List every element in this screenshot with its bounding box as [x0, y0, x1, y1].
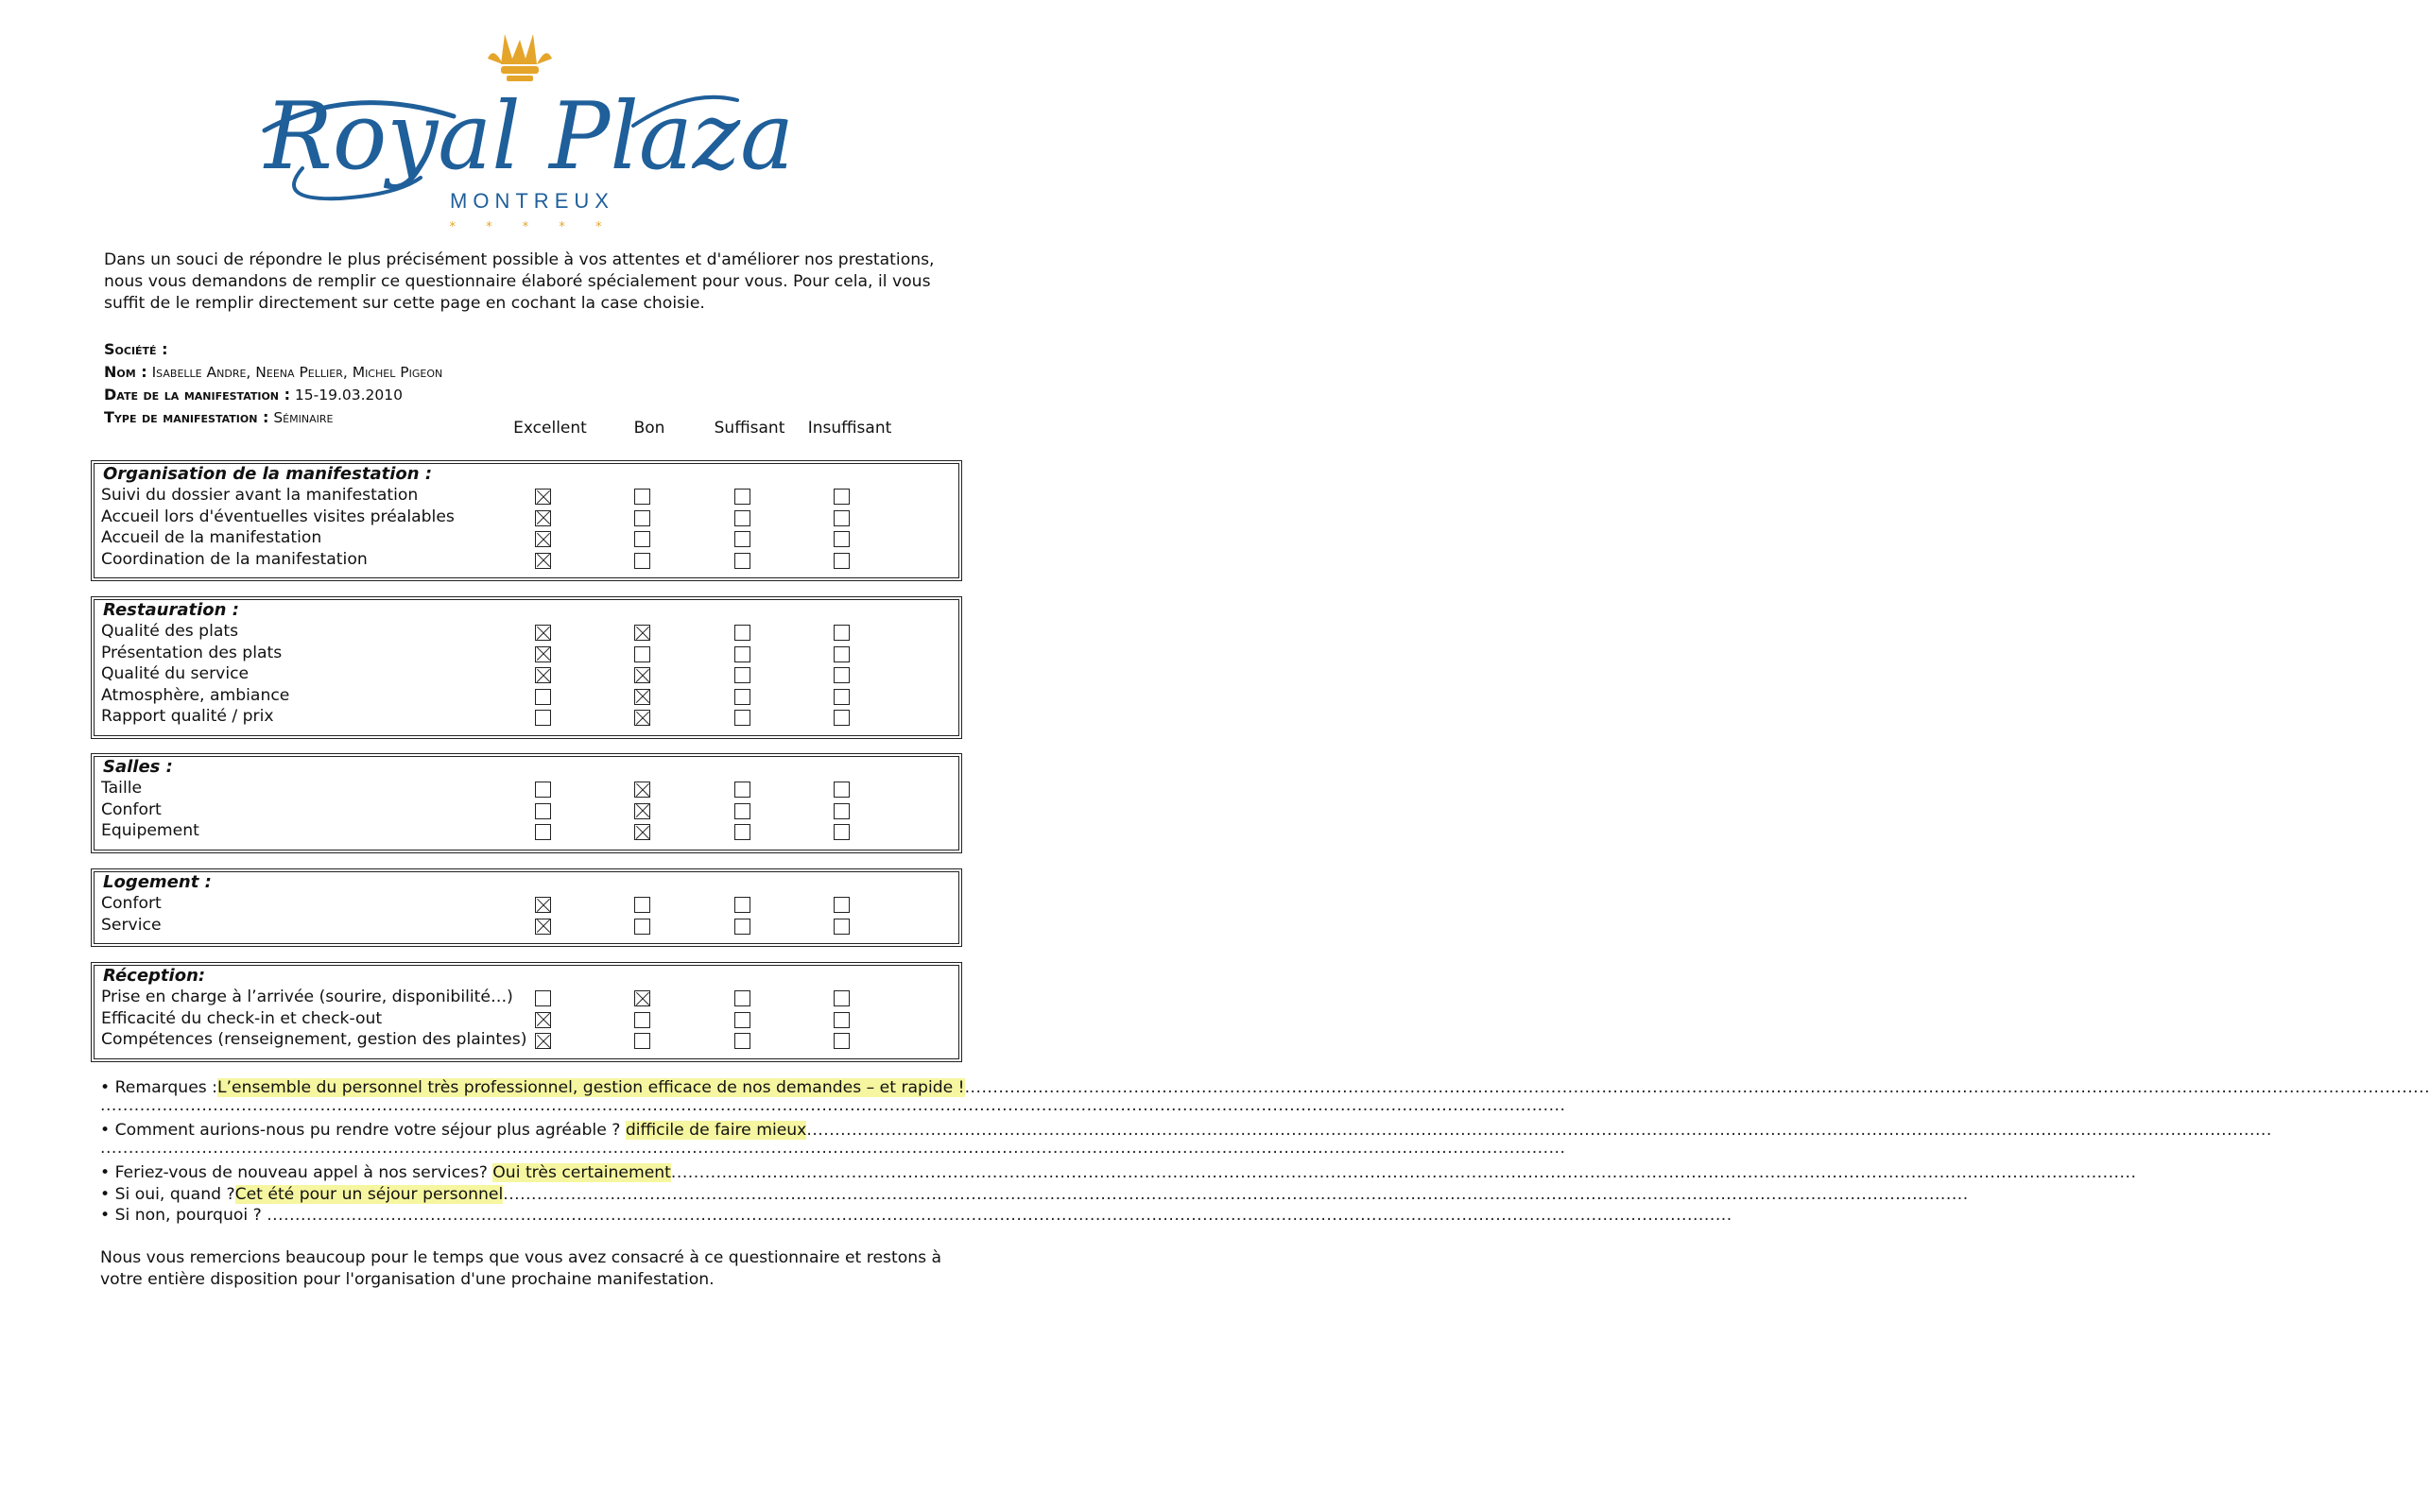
- checkbox-suffisant[interactable]: [734, 531, 750, 547]
- criterion-label: Service: [101, 915, 162, 935]
- checkbox-excellent[interactable]: [535, 919, 551, 935]
- section-title: Réception:: [103, 966, 206, 986]
- criterion-label: Qualité du service: [101, 664, 250, 684]
- checkbox-insuffisant[interactable]: [834, 782, 850, 798]
- checkbox-suffisant[interactable]: [734, 489, 750, 505]
- checkbox-bon[interactable]: [634, 489, 650, 505]
- question-answer[interactable]: L’ensemble du personnel très professionnel, gestion efficace de nos demandes – et rapide !: [216, 1078, 965, 1097]
- checkbox-suffisant[interactable]: [734, 919, 750, 935]
- checkbox-insuffisant[interactable]: [834, 510, 850, 526]
- checkbox-excellent[interactable]: [535, 1012, 551, 1028]
- checkbox-excellent[interactable]: [535, 824, 551, 840]
- info-societe-label: Société :: [104, 340, 168, 358]
- answer-dotted-line: ....................................................................................................................................................................................................................................................................: [267, 1206, 1732, 1225]
- criterion-label: Rapport qualité / prix: [101, 707, 274, 727]
- checkbox-suffisant[interactable]: [734, 824, 750, 840]
- criterion-label: Accueil de la manifestation: [101, 528, 322, 548]
- info-nom: [104, 361, 442, 384]
- criterion-label: Suivi du dossier avant la manifestation: [101, 486, 419, 505]
- checkbox-excellent[interactable]: [535, 990, 551, 1006]
- criterion-label: Coordination de la manifestation: [101, 549, 368, 569]
- criterion-label: Prise en charge à l’arrivée (sourire, disponibilité…): [101, 988, 513, 1006]
- logo-script-text: Royal Plaza: [263, 83, 794, 191]
- checkbox-bon[interactable]: [634, 689, 650, 705]
- answer-dotted-line: ....................................................................................................................................................................................................................................................................: [100, 1095, 1566, 1115]
- checkbox-bon[interactable]: [634, 510, 650, 526]
- checkbox-excellent[interactable]: [535, 553, 551, 569]
- info-date-label: Date de la manifestation :: [104, 386, 290, 404]
- event-info: [104, 338, 442, 429]
- section-title: Restauration :: [103, 600, 239, 620]
- checkbox-insuffisant[interactable]: [834, 689, 850, 705]
- section-1: [91, 596, 962, 739]
- criterion-label: Compétences (renseignement, gestion des plaintes): [101, 1030, 527, 1050]
- royal-plaza-logo: [236, 26, 841, 244]
- checkbox-suffisant[interactable]: [734, 782, 750, 798]
- question-prompt: • Comment aurions-nous pu rendre votre séjour plus agréable ?: [100, 1121, 626, 1140]
- answer-dotted-line: ....................................................................................................................................................................................................................................................................: [503, 1184, 1969, 1204]
- checkbox-excellent[interactable]: [535, 689, 551, 705]
- checkbox-suffisant[interactable]: [734, 625, 750, 641]
- checkbox-suffisant[interactable]: [734, 667, 750, 683]
- checkbox-insuffisant[interactable]: [834, 897, 850, 913]
- criterion-label: Confort: [101, 799, 162, 819]
- info-nom-value: Isabelle Andre, Neena Pellier, Michel Pigeon: [151, 364, 443, 381]
- checkbox-insuffisant[interactable]: [834, 667, 850, 683]
- checkbox-insuffisant[interactable]: [834, 710, 850, 726]
- checkbox-excellent[interactable]: [535, 531, 551, 547]
- checkbox-insuffisant[interactable]: [834, 489, 850, 505]
- checkbox-insuffisant[interactable]: [834, 553, 850, 569]
- checkbox-insuffisant[interactable]: [834, 824, 850, 840]
- checkbox-suffisant[interactable]: [734, 553, 750, 569]
- checkbox-bon[interactable]: [634, 646, 650, 662]
- column-header-insuffisant: Insuffisant: [807, 419, 892, 438]
- info-date: [104, 384, 442, 406]
- column-header-excellent: Excellent: [513, 419, 587, 438]
- criterion-label: Accueil lors d'éventuelles visites préalables: [101, 507, 455, 526]
- info-type-label: Type de manifestation :: [104, 408, 269, 426]
- checkbox-bon[interactable]: [634, 990, 650, 1006]
- checkbox-bon[interactable]: [634, 824, 650, 840]
- logo-stars: * * * * *: [449, 220, 615, 234]
- criterion-label: Atmosphère, ambiance: [101, 685, 290, 705]
- question-4: [100, 1205, 1732, 1226]
- checkbox-excellent[interactable]: [535, 897, 551, 913]
- info-type: [104, 406, 442, 429]
- checkbox-excellent[interactable]: [535, 667, 551, 683]
- checkbox-insuffisant[interactable]: [834, 1033, 850, 1049]
- checkbox-insuffisant[interactable]: [834, 646, 850, 662]
- answer-dotted-line: ....................................................................................................................................................................................................................................................................: [670, 1163, 2137, 1182]
- intro-text: Dans un souci de répondre le plus précisément possible à vos attentes et d'améliorer nos prestations, nous vous demandons de remplir ce questionnaire élaboré spécialement pour vous. Pour cela, il vous suffit de le remplir directement sur cette page en cochant la case choisie.: [104, 250, 935, 313]
- checkbox-suffisant[interactable]: [734, 646, 750, 662]
- checkbox-excellent[interactable]: [535, 1033, 551, 1049]
- crown-icon: [488, 34, 552, 81]
- info-type-value: Séminaire: [273, 409, 334, 426]
- checkbox-suffisant[interactable]: [734, 689, 750, 705]
- checkbox-insuffisant[interactable]: [834, 625, 850, 641]
- checkbox-bon[interactable]: [634, 531, 650, 547]
- checkbox-excellent[interactable]: [535, 710, 551, 726]
- outro-text: Nous vous remercions beaucoup pour le temps que vous avez consacré à ce questionnaire et restons à votre entière disposition pour l'organisation d'une prochaine manifestation.: [100, 1248, 942, 1289]
- checkbox-suffisant[interactable]: [734, 1033, 750, 1049]
- answer-dotted-line: ....................................................................................................................................................................................................................................................................: [806, 1121, 2272, 1140]
- checkbox-excellent[interactable]: [535, 625, 551, 641]
- question-answer[interactable]: Oui très certainement: [492, 1163, 671, 1182]
- section-title: Salles :: [103, 757, 173, 777]
- checkbox-insuffisant[interactable]: [834, 1012, 850, 1028]
- checkbox-bon[interactable]: [634, 1012, 650, 1028]
- checkbox-excellent[interactable]: [535, 510, 551, 526]
- question-answer[interactable]: difficile de faire mieux: [625, 1121, 807, 1140]
- checkbox-bon[interactable]: [634, 710, 650, 726]
- criterion-label: Confort: [101, 894, 162, 913]
- criterion-label: Présentation des plats: [101, 643, 283, 662]
- checkbox-excellent[interactable]: [535, 489, 551, 505]
- checkbox-insuffisant[interactable]: [834, 919, 850, 935]
- column-header-bon: Bon: [633, 419, 665, 438]
- checkbox-bon[interactable]: [634, 803, 650, 819]
- info-societe: [104, 338, 442, 361]
- checkbox-bon[interactable]: [634, 782, 650, 798]
- checkbox-bon[interactable]: [634, 919, 650, 935]
- column-header-suffisant: Suffisant: [714, 419, 785, 438]
- logo-city: MONTREUX: [450, 189, 614, 213]
- criterion-label: Efficacité du check-in et check-out: [101, 1008, 383, 1028]
- checkbox-excellent[interactable]: [535, 782, 551, 798]
- checkbox-insuffisant[interactable]: [834, 531, 850, 547]
- checkbox-insuffisant[interactable]: [834, 990, 850, 1006]
- section-0: [91, 460, 962, 581]
- checkbox-bon[interactable]: [634, 667, 650, 683]
- section-2: [91, 753, 962, 853]
- info-date-value: 15-19.03.2010: [294, 387, 403, 404]
- criterion-label: Taille: [101, 779, 143, 798]
- answer-dotted-line: ....................................................................................................................................................................................................................................................................: [964, 1078, 2430, 1097]
- checkbox-suffisant[interactable]: [734, 510, 750, 526]
- answer-dotted-line: ....................................................................................................................................................................................................................................................................: [100, 1138, 1566, 1158]
- question-prompt: • Si oui, quand ?: [100, 1184, 235, 1204]
- section-4: [91, 962, 962, 1062]
- question-prompt: • Si non, pourquoi ?: [100, 1206, 267, 1225]
- question-3: [100, 1184, 1969, 1205]
- checkbox-insuffisant[interactable]: [834, 803, 850, 819]
- section-3: [91, 868, 962, 947]
- checkbox-suffisant[interactable]: [734, 990, 750, 1006]
- question-prompt: • Feriez-vous de nouveau appel à nos services?: [100, 1163, 493, 1182]
- criterion-label: Qualité des plats: [101, 622, 239, 641]
- checkbox-suffisant[interactable]: [734, 1012, 750, 1028]
- checkbox-excellent[interactable]: [535, 803, 551, 819]
- checkbox-bon[interactable]: [634, 625, 650, 641]
- section-title: Organisation de la manifestation :: [103, 464, 433, 484]
- section-title: Logement :: [103, 872, 212, 892]
- checkbox-bon[interactable]: [634, 1033, 650, 1049]
- question-prompt: • Remarques :: [100, 1078, 217, 1097]
- criterion-label: Equipement: [101, 821, 199, 841]
- info-nom-label: Nom :: [104, 363, 147, 381]
- checkbox-bon[interactable]: [634, 897, 650, 913]
- question-answer[interactable]: Cet été pour un séjour personnel: [234, 1184, 504, 1204]
- checkbox-suffisant[interactable]: [734, 803, 750, 819]
- question-2: [100, 1162, 2137, 1183]
- checkbox-suffisant[interactable]: [734, 710, 750, 726]
- checkbox-suffisant[interactable]: [734, 897, 750, 913]
- checkbox-excellent[interactable]: [535, 646, 551, 662]
- checkbox-bon[interactable]: [634, 553, 650, 569]
